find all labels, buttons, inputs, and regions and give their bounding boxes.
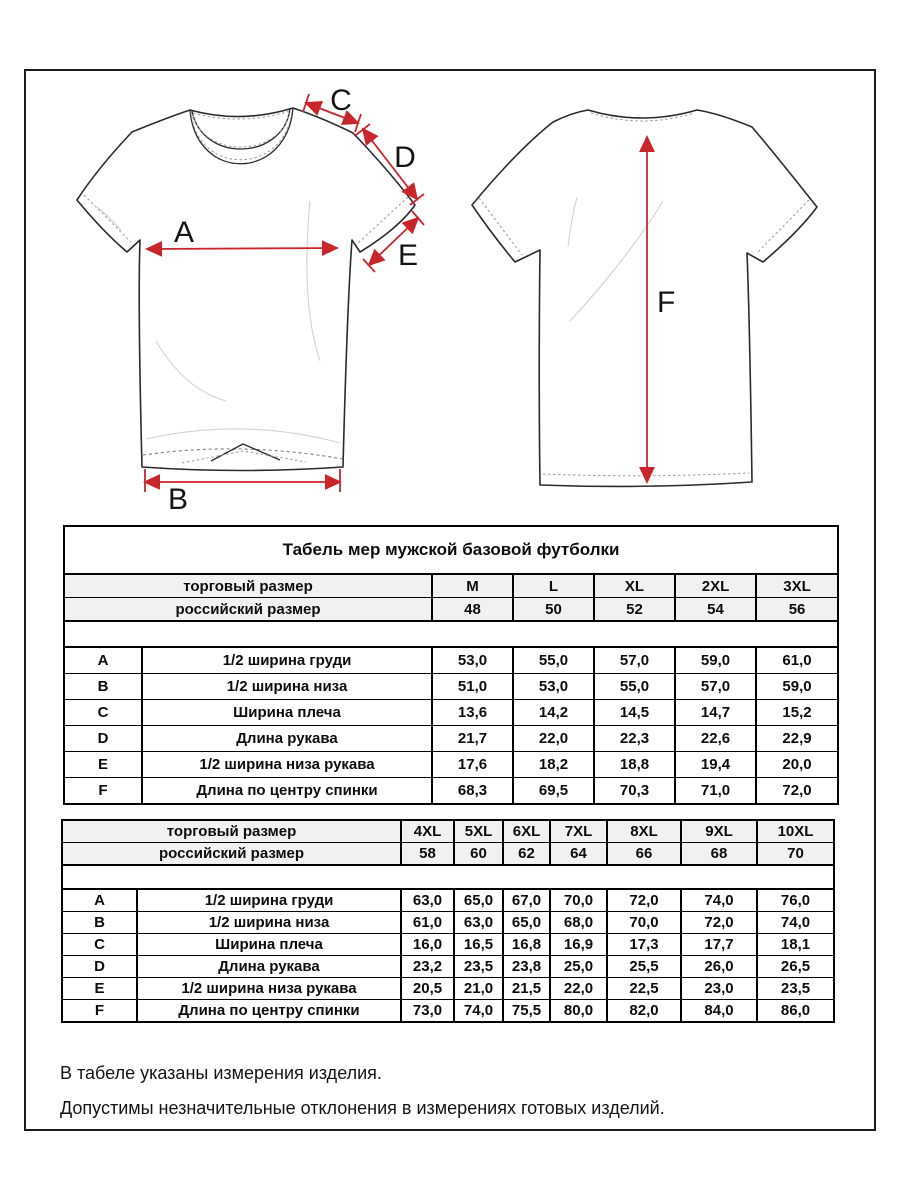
ru-size-cell: 68 [681, 843, 757, 866]
size-value-cell: 21,7 [432, 726, 513, 752]
size-value-cell: 57,0 [675, 674, 756, 700]
measurement-row [62, 934, 834, 956]
size-value-cell: 67,0 [503, 889, 550, 912]
size-value-cell: 74,0 [757, 912, 834, 934]
ru-size-cell: 54 [675, 598, 756, 622]
size-value-cell: 63,0 [454, 912, 503, 934]
size-value-cell: 23,8 [503, 956, 550, 978]
measurement-row [64, 674, 838, 700]
size-value-cell: 70,0 [607, 912, 681, 934]
size-header-cell: 8XL [607, 820, 681, 843]
size-value-cell: 68,3 [432, 778, 513, 805]
row-letter-cell: B [64, 674, 142, 700]
measurement-row [62, 1000, 834, 1023]
measure-label-f: F [657, 286, 676, 319]
size-value-cell: 23,2 [401, 956, 454, 978]
front-shirt-outline [77, 108, 415, 471]
back-shirt-outline [472, 110, 817, 486]
content-frame [24, 69, 876, 1131]
size-value-cell: 16,5 [454, 934, 503, 956]
size-value-cell: 22,6 [675, 726, 756, 752]
measurement-name-cell: 1/2 ширина низа [137, 912, 401, 934]
size-value-cell: 22,3 [594, 726, 675, 752]
footnote [60, 1056, 665, 1126]
row-letter-cell: E [62, 978, 137, 1000]
row-letter-cell: F [62, 1000, 137, 1023]
measure-label-d: D [394, 141, 416, 174]
size-value-cell: 17,6 [432, 752, 513, 778]
size-value-cell: 14,5 [594, 700, 675, 726]
size-value-cell: 22,0 [513, 726, 594, 752]
footnote-line-2: Допустимы незначительные отклонения в измерениях готовых изделий. [60, 1098, 665, 1118]
separator-cell [64, 621, 838, 647]
separator-row [64, 621, 838, 647]
measure-label-e: E [397, 239, 419, 272]
size-value-cell: 53,0 [513, 674, 594, 700]
size-value-cell: 65,0 [503, 912, 550, 934]
ru-size-row [62, 843, 834, 866]
size-header-cell: XL [594, 574, 675, 598]
size-value-cell: 17,7 [681, 934, 757, 956]
size-value-cell: 61,0 [401, 912, 454, 934]
size-value-cell: 19,4 [675, 752, 756, 778]
measure-label-c: C [330, 89, 352, 117]
size-value-cell: 16,9 [550, 934, 607, 956]
ru-size-cell: 52 [594, 598, 675, 622]
size-value-cell: 69,5 [513, 778, 594, 805]
size-value-cell: 25,0 [550, 956, 607, 978]
ru-size-cell: 62 [503, 843, 550, 866]
row-letter-cell: D [64, 726, 142, 752]
ru-size-cell: 60 [454, 843, 503, 866]
measurement-row [64, 778, 838, 805]
measurement-name-cell: Длина по центру спинки [137, 1000, 401, 1023]
size-value-cell: 61,0 [756, 647, 838, 674]
size-header-cell: 10XL [757, 820, 834, 843]
size-value-cell: 76,0 [757, 889, 834, 912]
ru-size-label: российский размер [62, 843, 401, 866]
trade-size-row [62, 820, 834, 843]
row-letter-cell: D [62, 956, 137, 978]
size-value-cell: 16,0 [401, 934, 454, 956]
size-value-cell: 18,8 [594, 752, 675, 778]
size-value-cell: 72,0 [756, 778, 838, 805]
size-value-cell: 26,0 [681, 956, 757, 978]
size-value-cell: 51,0 [432, 674, 513, 700]
ru-size-cell: 56 [756, 598, 838, 622]
measure-label-b: B [167, 483, 189, 516]
size-header-cell: 9XL [681, 820, 757, 843]
measurement-row [64, 700, 838, 726]
trade-size-row [64, 574, 838, 598]
ru-size-cell: 66 [607, 843, 681, 866]
measurement-name-cell: 1/2 ширина низа [142, 674, 432, 700]
measurement-name-cell: 1/2 ширина низа рукава [142, 752, 432, 778]
size-value-cell: 16,8 [503, 934, 550, 956]
size-value-cell: 74,0 [681, 889, 757, 912]
ru-size-cell: 64 [550, 843, 607, 866]
table-title-row [64, 526, 838, 574]
size-header-cell: 3XL [756, 574, 838, 598]
size-value-cell: 65,0 [454, 889, 503, 912]
ru-size-label: российский размер [64, 598, 432, 622]
size-value-cell: 23,0 [681, 978, 757, 1000]
size-value-cell: 59,0 [675, 647, 756, 674]
back-shirt-diagram [464, 85, 834, 505]
measurement-name-cell: Ширина плеча [142, 700, 432, 726]
size-value-cell: 80,0 [550, 1000, 607, 1023]
measurement-row [62, 956, 834, 978]
size-value-cell: 71,0 [675, 778, 756, 805]
trade-size-label: торговый размер [62, 820, 401, 843]
measurement-name-cell: Длина рукава [137, 956, 401, 978]
row-letter-cell: A [62, 889, 137, 912]
ru-size-cell: 70 [757, 843, 834, 866]
size-value-cell: 63,0 [401, 889, 454, 912]
measurement-row [62, 912, 834, 934]
size-value-cell: 22,0 [550, 978, 607, 1000]
size-value-cell: 55,0 [594, 674, 675, 700]
row-letter-cell: B [62, 912, 137, 934]
size-value-cell: 21,0 [454, 978, 503, 1000]
size-value-cell: 20,5 [401, 978, 454, 1000]
ru-size-cell: 58 [401, 843, 454, 866]
size-table-extended [61, 819, 835, 1023]
size-value-cell: 15,2 [756, 700, 838, 726]
measurement-row [64, 726, 838, 752]
separator-row [62, 865, 834, 889]
size-value-cell: 13,6 [432, 700, 513, 726]
size-header-cell: 2XL [675, 574, 756, 598]
size-value-cell: 23,5 [454, 956, 503, 978]
size-value-cell: 22,9 [756, 726, 838, 752]
measurement-name-cell: Ширина плеча [137, 934, 401, 956]
measurement-name-cell: 1/2 ширина груди [142, 647, 432, 674]
size-header-cell: 6XL [503, 820, 550, 843]
size-value-cell: 20,0 [756, 752, 838, 778]
measurement-row [64, 647, 838, 674]
row-letter-cell: C [64, 700, 142, 726]
row-letter-cell: A [64, 647, 142, 674]
separator-cell [62, 865, 834, 889]
size-header-cell: 4XL [401, 820, 454, 843]
row-letter-cell: C [62, 934, 137, 956]
measurement-name-cell: Длина по центру спинки [142, 778, 432, 805]
size-value-cell: 70,0 [550, 889, 607, 912]
ru-size-row [64, 598, 838, 622]
measurement-name-cell: 1/2 ширина низа рукава [137, 978, 401, 1000]
size-value-cell: 21,5 [503, 978, 550, 1000]
ru-size-cell: 50 [513, 598, 594, 622]
size-value-cell: 75,5 [503, 1000, 550, 1023]
row-letter-cell: F [64, 778, 142, 805]
size-table-main [63, 525, 839, 805]
measurement-row [62, 889, 834, 912]
size-value-cell: 25,5 [607, 956, 681, 978]
ru-size-cell: 48 [432, 598, 513, 622]
size-value-cell: 26,5 [757, 956, 834, 978]
size-value-cell: 17,3 [607, 934, 681, 956]
size-header-cell: M [432, 574, 513, 598]
size-value-cell: 82,0 [607, 1000, 681, 1023]
size-value-cell: 57,0 [594, 647, 675, 674]
size-header-cell: L [513, 574, 594, 598]
size-value-cell: 59,0 [756, 674, 838, 700]
size-value-cell: 86,0 [757, 1000, 834, 1023]
measurement-name-cell: Длина рукава [142, 726, 432, 752]
size-header-cell: 5XL [454, 820, 503, 843]
size-value-cell: 74,0 [454, 1000, 503, 1023]
footnote-line-1: В табеле указаны измерения изделия. [60, 1063, 382, 1083]
size-header-cell: 7XL [550, 820, 607, 843]
size-value-cell: 70,3 [594, 778, 675, 805]
size-value-cell: 14,7 [675, 700, 756, 726]
size-value-cell: 18,1 [757, 934, 834, 956]
row-letter-cell: E [64, 752, 142, 778]
size-value-cell: 73,0 [401, 1000, 454, 1023]
table-title: Табель мер мужской базовой футболки [64, 526, 838, 574]
measure-label-a: A [173, 216, 195, 249]
size-value-cell: 72,0 [681, 912, 757, 934]
size-value-cell: 72,0 [607, 889, 681, 912]
size-value-cell: 55,0 [513, 647, 594, 674]
measurement-row [64, 752, 838, 778]
size-value-cell: 84,0 [681, 1000, 757, 1023]
front-shirt-diagram [64, 89, 454, 519]
measurement-name-cell: 1/2 ширина груди [137, 889, 401, 912]
size-value-cell: 53,0 [432, 647, 513, 674]
size-value-cell: 18,2 [513, 752, 594, 778]
size-value-cell: 23,5 [757, 978, 834, 1000]
measurement-row [62, 978, 834, 1000]
size-value-cell: 14,2 [513, 700, 594, 726]
size-value-cell: 22,5 [607, 978, 681, 1000]
trade-size-label: торговый размер [64, 574, 432, 598]
size-value-cell: 68,0 [550, 912, 607, 934]
